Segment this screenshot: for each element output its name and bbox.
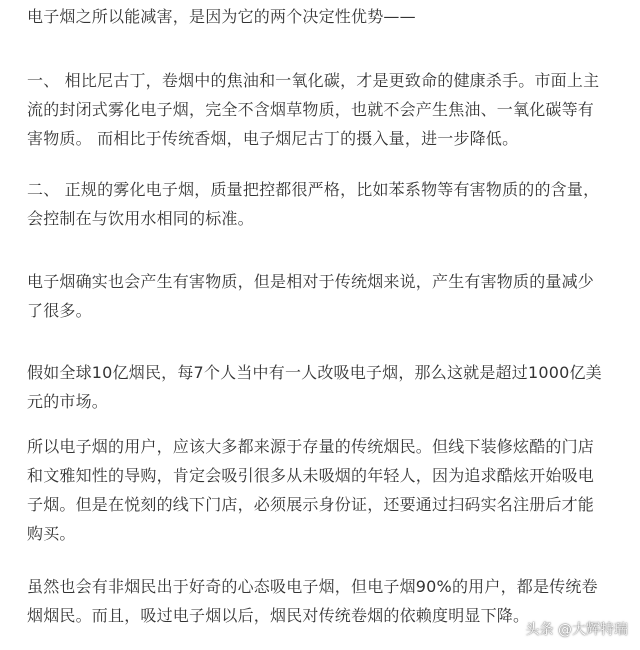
text-line: 购买。 (27, 524, 76, 543)
text-line: 害物质。 而相比于传统香烟，电子烟尼古丁的摄入量，进一步降低。 (27, 129, 519, 148)
text-line: 电子烟确实也会产生有害物质，但是相对于传统烟来说，产生有害物质的量减少 (27, 272, 595, 291)
text-line: 一、 相比尼古丁，卷烟中的焦油和一氧化碳，才是更致命的健康杀手。市面上主 (27, 71, 600, 90)
paragraph-intro (27, 2, 416, 31)
paragraph-advantage-one (27, 66, 599, 153)
text-line: 烟烟民。而且，吸过电子烟以后，烟民对传统卷烟的依赖度明显下降。 (27, 606, 530, 625)
text-line: 二、 正规的雾化电子烟，质量把控都很严格，比如苯系物等有害物质的的含量， (27, 180, 600, 199)
paragraph-market-size (27, 358, 602, 416)
toutiao-watermark: 头条 @大辉特瑞 (525, 622, 628, 638)
text-line: 电子烟之所以能减害，是因为它的两个决定性优势—— (27, 7, 416, 26)
text-line: 虽然也会有非烟民出于好奇的心态吸电子烟，但电子烟90%的用户，都是传统卷 (27, 577, 598, 596)
text-line: 和文雅知性的导购，肯定会吸引很多从未吸烟的年轻人，因为追求酷炫开始吸电 (27, 466, 595, 485)
paragraph-harmful-substances (27, 267, 594, 325)
paragraph-user-source (27, 432, 594, 548)
text-line: 会控制在与饮用水相同的标准。 (27, 209, 254, 228)
text-line: 了很多。 (27, 301, 92, 320)
text-line: 子烟。但是在悦刻的线下门店，必须展示身份证，还要通过扫码实名注册后才能 (27, 495, 595, 514)
paragraph-advantage-two (27, 175, 599, 233)
text-line: 假如全球10亿烟民，每7个人当中有一人改吸电子烟，那么这就是超过1000亿美 (27, 363, 602, 382)
text-line: 元的市场。 (27, 392, 109, 411)
text-line: 所以电子烟的用户，应该大多都来源于存量的传统烟民。但线下装修炫酷的门店 (27, 437, 595, 456)
paragraph-dependency (27, 572, 598, 630)
text-line: 流的封闭式雾化电子烟，完全不含烟草物质，也就不会产生焦油、一氧化碳等有 (27, 100, 595, 119)
